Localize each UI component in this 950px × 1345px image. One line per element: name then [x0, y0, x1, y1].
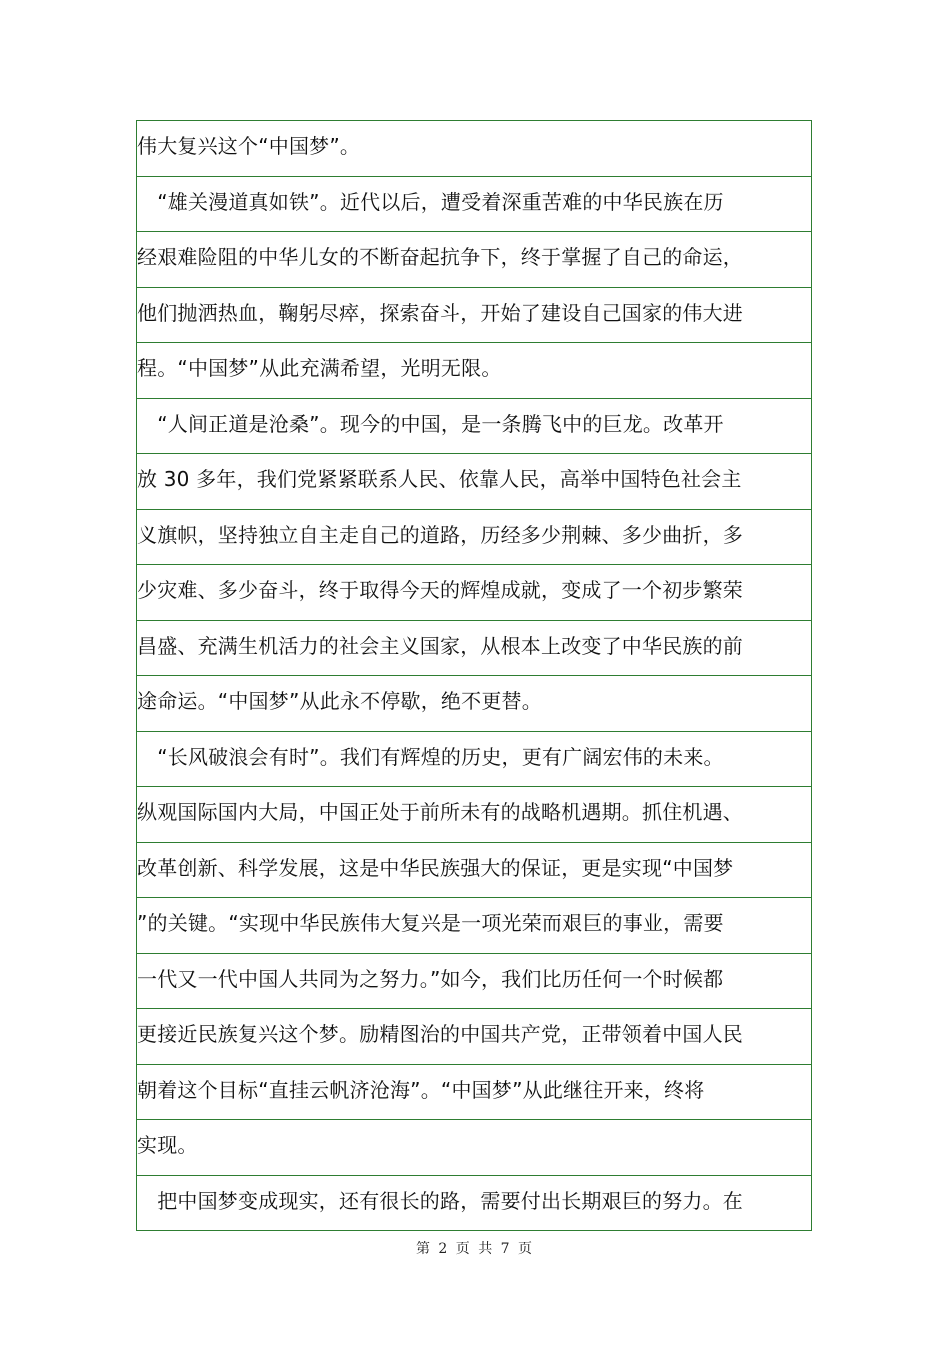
line-text: ”的关键。“实现中华民族伟大复兴是一项光荣而艰巨的事业，需要: [137, 911, 724, 935]
line-text: 他们抛洒热血，鞠躬尽瘁，探索奋斗，开始了建设自己国家的伟大进: [137, 300, 743, 325]
page-text-frame: [136, 120, 812, 1231]
text-line-2: [137, 177, 811, 233]
line-text: 伟大复兴这个“中国梦”。: [137, 134, 361, 158]
text-line-16: [137, 954, 811, 1010]
line-text: 纵观国际国内大局，中国正处于前所未有的战略机遇期。抓住机遇、: [137, 800, 743, 824]
text-line-9: [137, 565, 811, 621]
text-line-13: [137, 787, 811, 843]
line-text: 朝着这个目标“直挂云帆济沧海”。“中国梦”从此继往开来，终将: [137, 1077, 705, 1102]
line-text: 一代又一代中国人共同为之努力。”如今，我们比历任何一个时候都: [137, 966, 724, 991]
text-line-5: [137, 343, 811, 399]
text-line-6: [137, 399, 811, 455]
line-text: “人间正道是沧桑”。现今的中国，是一条腾飞中的巨龙。改革开: [137, 411, 724, 436]
text-line-11: [137, 676, 811, 732]
text-line-19: [137, 1120, 811, 1176]
line-text: 实现。: [137, 1133, 198, 1157]
line-text: 把中国梦变成现实，还有很长的路，需要付出长期艰巨的努力。在: [137, 1188, 743, 1213]
line-text: 放 30 多年，我们党紧紧联系人民、依靠人民，高举中国特色社会主: [137, 467, 742, 491]
line-text: “长风破浪会有时”。我们有辉煌的历史，更有广阔宏伟的未来。: [137, 744, 724, 769]
line-text: 改革创新、科学发展，这是中华民族强大的保证，更是实现“中国梦: [137, 855, 734, 880]
text-line-4: [137, 288, 811, 344]
text-line-10: [137, 621, 811, 677]
text-line-12: [137, 732, 811, 788]
line-text: 经艰难险阻的中华儿女的不断奋起抗争下，终于掌握了自己的命运，: [137, 245, 743, 269]
text-line-17: [137, 1009, 811, 1065]
text-line-1: [137, 121, 811, 177]
text-line-14: [137, 843, 811, 899]
line-text: 昌盛、充满生机活力的社会主义国家，从根本上改变了中华民族的前: [137, 633, 743, 658]
text-line-18: [137, 1065, 811, 1121]
text-line-15: [137, 898, 811, 954]
line-text: 程。“中国梦”从此充满希望，光明无限。: [137, 356, 502, 380]
line-text: 少灾难、多少奋斗，终于取得今天的辉煌成就，变成了一个初步繁荣: [137, 578, 743, 602]
line-text: 义旗帜，坚持独立自主走自己的道路，历经多少荆棘、多少曲折，多: [137, 522, 743, 547]
line-text: “雄关漫道真如铁”。近代以后，遭受着深重苦难的中华民族在历: [137, 189, 724, 214]
page-number-footer: 第 2 页 共 7 页: [415, 1241, 535, 1257]
text-line-7: [137, 454, 811, 510]
text-line-20: [137, 1176, 811, 1232]
line-text: 途命运。“中国梦”从此永不停歇，绝不更替。: [137, 689, 542, 713]
line-text: 更接近民族复兴这个梦。励精图治的中国共产党，正带领着中国人民: [137, 1022, 743, 1046]
text-line-8: [137, 510, 811, 566]
text-line-3: [137, 232, 811, 288]
